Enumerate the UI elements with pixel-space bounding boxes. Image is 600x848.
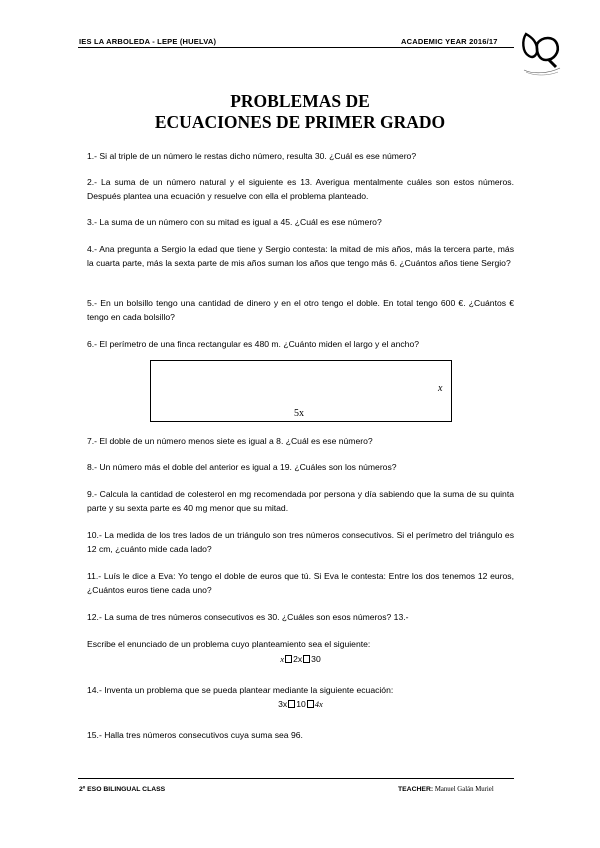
equation-13-term-b: 2x — [293, 654, 303, 664]
teacher-credit — [398, 786, 494, 793]
header-divider — [78, 47, 514, 48]
problem-13: Escribe el enunciado de un problema cuyo planteamiento sea el siguiente: — [87, 639, 371, 649]
page-title-line2: ECUACIONES DE PRIMER GRADO — [154, 112, 446, 132]
problem-2: 2.- La suma de un número natural y el siguiente es 13. Averigua mentalmente cuáles son estos números. Después plantea una ecuación y resuelve con ella el problema planteado. — [87, 177, 514, 201]
missing-glyph-icon — [303, 655, 310, 663]
problem-15: 15.- Halla tres números consecutivos cuya suma sea 96. — [87, 730, 303, 740]
problem-12: 12.- La suma de tres números consecutivos es 30. ¿Cuáles son esos números? 13.- — [87, 612, 409, 622]
page-title-line1: PROBLEMAS DE — [230, 91, 370, 111]
rectangle-bottom-label: 5x — [294, 408, 304, 419]
problem-1: 1.- Si al triple de un número le restas dicho número, resulta 30. ¿Cuál es ese número? — [87, 151, 417, 161]
missing-glyph-icon — [285, 655, 292, 663]
problem-11: 11.- Luís le dice a Eva: Yo tengo el doble de euros que tú. Si Eva le contesta: Entre los dos tenemos 12 euros, ¿Cuántos euros tiene cada uno? — [87, 571, 514, 595]
equation-14-term-a: 3x — [278, 699, 288, 709]
teacher-name: Manuel Galán Muriel — [434, 786, 494, 793]
equation-13 — [87, 652, 514, 666]
equation-14 — [87, 697, 514, 711]
rectangle-side-label: x — [438, 383, 443, 394]
problem-6: 6.- El perímetro de una finca rectangular es 480 m. ¿Cuánto miden el largo y el ancho? — [87, 339, 419, 349]
equation-14-term-b: 10 — [296, 699, 306, 709]
problem-3: 3.- La suma de un número con su mitad es igual a 45. ¿Cuál es ese número? — [87, 217, 382, 227]
problem-7: 7.- El doble de un número menos siete es igual a 8. ¿Cuál es ese número? — [87, 436, 373, 446]
problem-4: 4.- Ana pregunta a Sergio la edad que tiene y Sergio contesta: la mitad de mis años, más la tercera parte, más la cuarta parte, más la sexta parte de mis años suman los años que tengo más 6. ¿Cuántos años tiene Sergio? — [87, 244, 514, 268]
footer-divider — [78, 778, 514, 779]
equation-14-term-c: 4x — [314, 699, 323, 709]
problem-8: 8.- Un número más el doble del anterior es igual a 19. ¿Cuáles son los números? — [87, 462, 397, 472]
missing-glyph-icon — [288, 700, 295, 708]
school-name: IES LA ARBOLEDA - LEPE (HUELVA) — [79, 37, 217, 46]
equation-13-term-a: x — [280, 654, 285, 664]
teacher-label: TEACHER: — [398, 786, 434, 793]
academic-year: ACADEMIC YEAR 2016/17 — [401, 37, 498, 46]
problem-5: 5.- En un bolsillo tengo una cantidad de dinero y en el otro tengo el doble. En total tengo 600 €. ¿Cuántos € tengo en cada bolsillo? — [87, 298, 514, 322]
missing-glyph-icon — [307, 700, 314, 708]
class-name: 2º ESO BILINGUAL CLASS — [79, 786, 166, 793]
equation-13-term-c: 30 — [311, 654, 321, 664]
school-logo-icon — [520, 30, 562, 80]
problem-10: 10.- La medida de los tres lados de un triángulo son tres números consecutivos. Si el perímetro del triángulo es 12 cm, ¿cuánto mide cada lado? — [87, 530, 514, 554]
problem-9: 9.- Calcula la cantidad de colesterol en mg recomendada por persona y día sabiendo que la suma de su quinta parte y su sexta parte es 40 mg menor que su mitad. — [87, 489, 514, 513]
problem-14: 14.- Inventa un problema que se pueda plantear mediante la siguiente ecuación: — [87, 685, 394, 695]
